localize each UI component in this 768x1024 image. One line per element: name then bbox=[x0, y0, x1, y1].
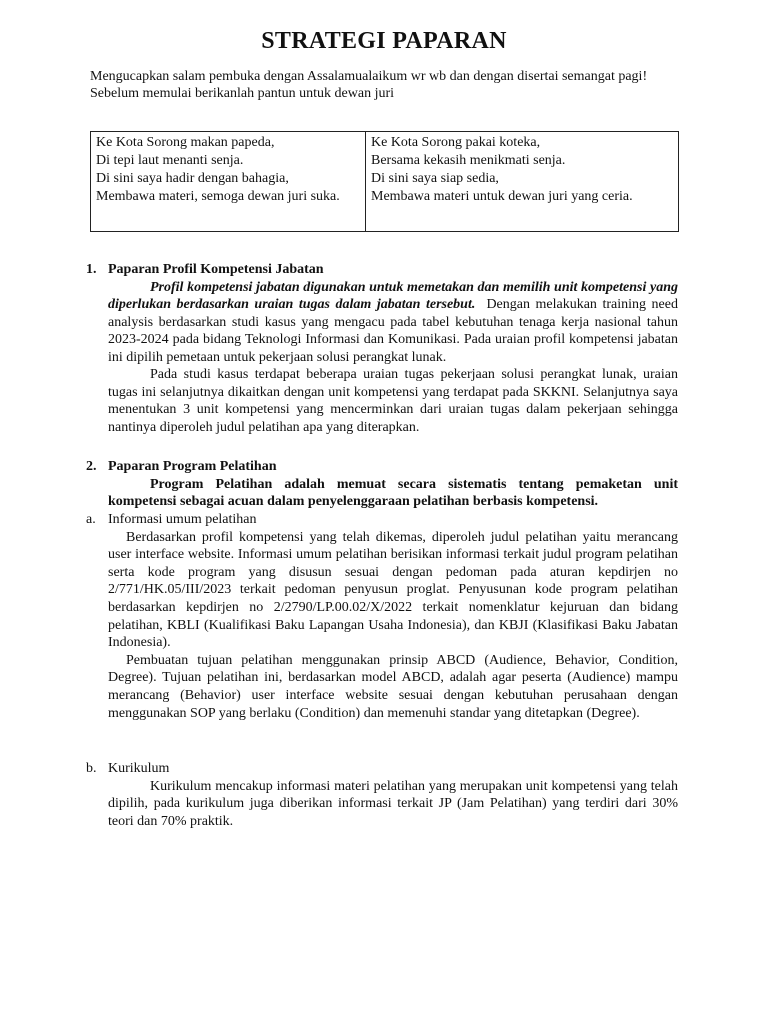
subsection-paragraph: Kurikulum mencakup informasi materi pelatihan yang merupakan unit kompetensi yang telah dipilih, pada kurikulum juga diberikan informasi terkait JP (Jam Pelatihan) yang terdiri dari 30% teori dan 70% praktik. bbox=[108, 778, 678, 829]
pantun-right-line: Ke Kota Sorong pakai koteka, bbox=[371, 135, 541, 150]
document-title: STRATEGI PAPARAN bbox=[261, 28, 507, 54]
pantun-left-line: Di tepi laut menanti senja. bbox=[96, 153, 244, 168]
section-paragraph: Pada studi kasus terdapat beberapa uraian tugas pekerjaan solusi perangkat lunak, uraian tugas ini selanjutnya dikaitkan dengan unit kompetensi yang terdapat pada SKKNI. Selanjutnya saya menentukan 3 unit kompetensi yang mencerminkan dari uraian tugas dalam pekerjaan sehingga nantinya diperoleh judul pelatihan apa yang diterapkan. bbox=[108, 367, 678, 435]
section-number: 1. bbox=[86, 262, 97, 277]
section-heading bbox=[86, 261, 678, 279]
section-paragraph: Program Pelatihan adalah memuat secara sistematis tentang pemaketan unit kompetensi sebagai acuan dalam penyelenggaraan pelatihan berbasis kompetensi. bbox=[108, 476, 678, 509]
paragraph-text: Dengan melakukan training need analysis berdasarkan studi kasus yang mengacu pada tabel kebutuhan tenaga kerja nasional tahun 2023-2024 pada bidang Teknologi Informasi dan Komunikasi. Pada uraian profil kompetensi jabatan ini dipilih pemetaan untuk pekerjaan solusi perangkat lunak. bbox=[108, 297, 678, 365]
section-paragraph bbox=[108, 279, 678, 367]
intro-greeting: Mengucapkan salam pembuka dengan Assalamualaikum wr wb dan dengan disertai semangat pagi! bbox=[90, 69, 648, 84]
pantun-left-line: Di sini saya hadir dengan bahagia, bbox=[96, 171, 289, 186]
pantun-left-line: Membawa materi, semoga dewan juri suka. bbox=[96, 189, 340, 204]
intro-pantun-instruction: Sebelum memulai berikanlah pantun untuk dewan juri bbox=[90, 86, 395, 101]
subsection-heading bbox=[86, 760, 678, 778]
pantun-left-line: Ke Kota Sorong makan papeda, bbox=[96, 135, 275, 150]
subsection-heading bbox=[86, 511, 678, 529]
section-title: Paparan Program Pelatihan bbox=[108, 459, 277, 474]
subsection-letter: a. bbox=[86, 512, 96, 527]
intro-block bbox=[90, 68, 678, 102]
pantun-left-cell bbox=[91, 132, 366, 232]
section-program-pelatihan bbox=[86, 458, 678, 511]
subsection-kurikulum bbox=[86, 760, 678, 830]
section-profil-kompetensi bbox=[86, 261, 678, 436]
section-number: 2. bbox=[86, 459, 97, 474]
subsection-informasi-umum bbox=[86, 511, 678, 722]
pantun-table bbox=[90, 131, 679, 232]
section-heading bbox=[86, 458, 678, 476]
pantun-right-line: Di sini saya siap sedia, bbox=[371, 171, 499, 186]
subsection-paragraph: Berdasarkan profil kompetensi yang telah dikemas, diperoleh judul pelatihan yaitu merancang user interface website. Informasi umum pelatihan berisikan informasi terkait judul program pelatihan serta kode program yang disusun sesuai dengan pedoman pada aturan kepdirjen no 2/771/HK.05/III/2023 terkait pedoman penyusun proglat. Penyusunan kode program pelatihan berdasarkan kepdirjen no 2/2790/LP.00.02/X/2022 terkait nomenklatur kejuruan dan bidang pelatihan, KBLI (Kualifikasi Baku Lapangan Usaha Indonesia), dan KBJI (Klasifikasi Baku Jabatan Indonesia). bbox=[108, 529, 678, 651]
pantun-right-cell bbox=[366, 132, 679, 232]
subsection-title: Kurikulum bbox=[108, 761, 170, 776]
subsection-letter: b. bbox=[86, 761, 97, 776]
pantun-right-line: Bersama kekasih menikmati senja. bbox=[371, 153, 566, 168]
subsection-title: Informasi umum pelatihan bbox=[108, 512, 257, 527]
emphasis-definition: Profil kompetensi jabatan digunakan untuk memetakan dan memilih unit kompetensi yang diperlukan berdasarkan uraian tugas dalam jabatan tersebut. bbox=[108, 279, 678, 312]
subsection-paragraph: Pembuatan tujuan pelatihan menggunakan prinsip ABCD (Audience, Behavior, Condition, Degree). Tujuan pelatihan ini, berdasarkan model ABCD, adalah agar peserta (Audience) mampu merancang (Behavior) user interface website sesuai dengan kebutuhan perusahaan dengan menggunakan SOP yang berlaku (Condition) dan memenuhi standar yang ditetapkan (Degree). bbox=[108, 652, 678, 721]
pantun-right-line: Membawa materi untuk dewan juri yang ceria. bbox=[371, 189, 633, 204]
section-title: Paparan Profil Kompetensi Jabatan bbox=[108, 262, 324, 277]
